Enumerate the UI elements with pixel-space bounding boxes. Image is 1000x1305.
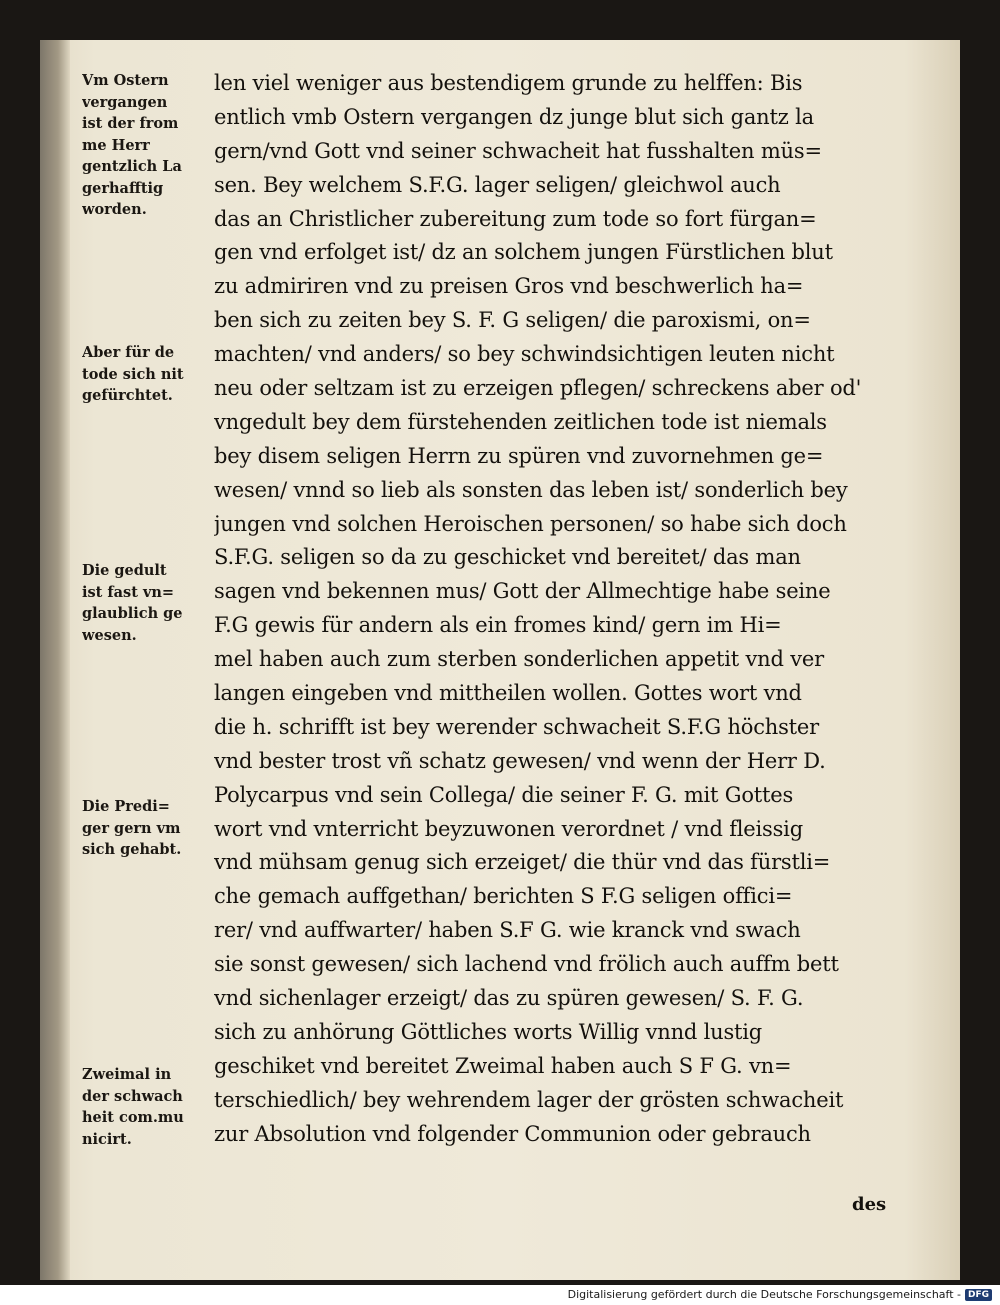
text-line: jungen vnd solchen Heroischen personen/ so habe sich doch [214,511,847,536]
text-line: neu oder seltzam ist zu erzeigen pflegen/ schreckens aber od' [214,376,862,401]
margin-note-line: wesen. [82,626,137,644]
text-line: rer/ vnd auffwarter/ haben S.F G. wie kranck vnd swach [214,918,801,943]
margin-note-line: vergangen [82,93,168,111]
page-gutter-shadow [40,40,70,1280]
margin-note-line: nicirt. [82,1130,132,1148]
footer-text: Digitalisierung gefördert durch die Deutsche Forschungsgemeinschaft - [567,1288,961,1301]
margin-note-line: Zweimal in [82,1066,172,1083]
margin-note-line: der schwach [82,1087,183,1105]
margin-note-line: Vm Ostern [82,72,169,89]
text-line: terschiedlich/ bey wehrendem lager der grösten schwacheit [214,1087,844,1112]
margin-note-line: ist fast vn= [82,583,175,601]
text-line: S.F.G. seligen so da zu geschicket vnd bereitet/ das man [214,545,801,570]
text-line: wesen/ vnnd so lieb als sonsten das leben ist/ sonderlich bey [214,477,848,502]
text-line: die h. schrifft ist bey werender schwacheit S.F.G höchster [214,714,819,739]
text-line: das an Christlicher zubereitung zum tode so fort fürgan= [214,206,817,231]
text-line: len viel weniger aus bestendigem grunde zu helffen: Bis [214,71,803,95]
margin-note-line: worden. [82,201,147,218]
margin-note-line: Die gedult [82,562,167,579]
margin-note-line: gentzlich La [82,158,182,175]
text-line: zur Absolution vnd folgender Communion oder gebrauch [214,1121,811,1146]
margin-note-line: heit com.mu [82,1109,184,1126]
catchword: des [852,1194,887,1215]
text-line: zu admiriren vnd zu preisen Gros vnd beschwerlich ha= [214,274,804,299]
text-line: vnd sichenlager erzeigt/ das zu spüren gewesen/ S. F. G. [214,986,804,1011]
margin-note-line: Aber für de [82,344,175,361]
text-line: vnd bester trost vñ schatz gewesen/ vnd wenn der Herr D. [214,748,826,773]
text-line: che gemach auffgethan/ berichten S F.G seligen offici= [214,884,793,909]
margin-note-line: Die Predi= [82,798,170,815]
margin-note-line: gerhafftig [82,179,164,197]
text-line: sie sonst gewesen/ sich lachend vnd frölich auch auffm bett [214,952,839,977]
margin-note-line: me Herr [82,136,150,154]
text-line: gen vnd erfolget ist/ dz an solchem jungen Fürstlichen blut [214,240,833,265]
text-line: F.G gewis für andern als ein fromes kind/ gern im Hi= [214,613,782,638]
main-text-block [214,67,934,1152]
text-line: sen. Bey welchem S.F.G. lager seligen/ gleichwol auch [214,172,781,197]
text-line: entlich vmb Ostern vergangen dz junge blut sich gantz la [214,104,814,129]
book-page [40,40,960,1280]
text-line: Polycarpus vnd sein Collega/ die seiner F. G. mit Gottes [214,782,794,807]
text-line: machten/ vnd anders/ so bey schwindsichtigen leuten nicht [214,342,835,367]
margin-note-line: glaublich ge [82,605,183,622]
text-line: vnd mühsam genug sich erzeiget/ die thür vnd das fürstli= [214,850,831,875]
margin-note-line: gefürchtet. [82,387,173,404]
text-line: sich zu anhörung Göttliches worts Willig vnnd lustig [214,1019,763,1044]
text-line: gern/vnd Gott vnd seiner schwacheit hat fusshalten müs= [214,138,822,163]
margin-note-line: ger gern vm [82,819,181,837]
text-line: sagen vnd bekennen mus/ Gott der Allmechtige habe seine [214,579,831,604]
text-line: bey disem seligen Herrn zu spüren vnd zuvornehmen ge= [214,443,824,468]
text-line: wort vnd vnterricht beyzuwonen verordnet / vnd fleissig [214,816,803,841]
text-line: ben sich zu zeiten bey S. F. G seligen/ die paroxismi, on= [214,308,811,333]
text-line: geschiket vnd bereitet Zweimal haben auch S F G. vn= [214,1053,792,1078]
text-line: langen eingeben vnd mittheilen wollen. Gottes wort vnd [214,681,802,706]
text-line: mel haben auch zum sterben sonderlichen appetit vnd ver [214,647,824,672]
footer-credit [568,1288,992,1301]
dfg-logo-icon: DFG [965,1289,992,1301]
text-line: vngedult bey dem fürstehenden zeitlichen tode ist niemals [214,409,827,434]
margin-note-line: ist der from [82,115,179,132]
margin-note-line: tode sich nit [82,365,184,383]
margin-note-line: sich gehabt. [82,841,182,858]
